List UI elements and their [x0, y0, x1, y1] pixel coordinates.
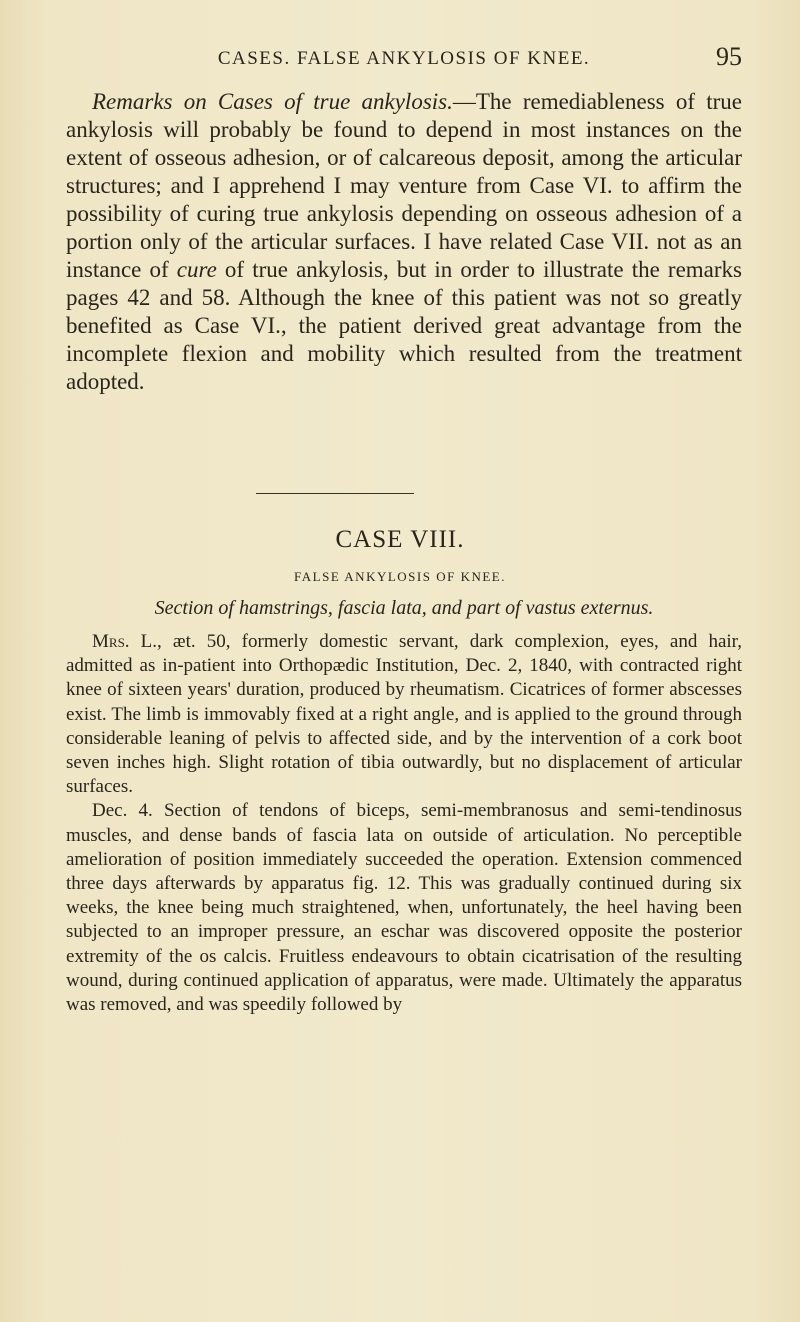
running-head: CASES. FALSE ANKYLOSIS OF KNEE. — [217, 48, 591, 69]
case-paragraph-2: Dec. 4. Section of tendons of biceps, semi-membranosus and semi-tendinosus muscles, and dense bands of fascia lata on outside of articulation. No perceptible amelioration of position immediately succeeded the operation. Extension commenced three days afterwards by apparatus fig. 12. This was gradually continued during six weeks, the knee being much straightened, when, unfortunately, the heel having been subjected to an improper pressure, an eschar was discovered opposite the posterior extremity of the os calcis. Fruitless endeavours to obtain cicatrisation of the resulting wound, during continued application of apparatus, were made. Ultimately the apparatus was removed, and was speedily followed by — [66, 800, 742, 1016]
case-section-heading: Section of hamstrings, fascia lata, and part of vastus externus. — [154, 597, 654, 619]
case-title: CASE VIII. — [335, 526, 465, 553]
case-paragraph-1-text: , æt. 50, formerly domestic servant, dark complexion, eyes, and hair, admitted as in-patient into Orthopædic Institution, Dec. 2, 1840, with contracted right knee of sixteen years' duration, produced by rheumatism. Cicatrices of former abscesses exist. The limb is immovably fixed at a right angle, and is applied to the ground through considerable leaning of pelvis to affected side, and by the intervention of a cork boot seven inches high. Slight rotation of tibia outwardly, but no displacement of articular surfaces. — [66, 631, 742, 798]
case-paragraph-1 — [66, 630, 742, 799]
page-number: 95 — [716, 42, 742, 71]
remarks-emphasis: cure — [176, 257, 217, 282]
remarks-text: —The remediableness of true ankylosis will probably be found to depend in most instances on the extent of osseous adhesion, or of calcareous deposit, among the articular structures; and I apprehend I may venture from Case VI. to affirm the possibility of curing true ankylosis depending on osseous adhesion of a portion only of the articular surfaces. I have related Case VII. not as an instance of — [66, 89, 742, 282]
section-divider — [256, 493, 414, 494]
page-header — [66, 40, 742, 80]
remarks-paragraph — [66, 88, 742, 396]
remarks-title: Remarks on Cases of true ankylosis. — [92, 89, 453, 114]
patient-name: Mrs. L. — [92, 631, 158, 652]
case-body — [66, 630, 742, 1017]
case-subtitle: FALSE ANKYLOSIS OF KNEE. — [294, 569, 506, 584]
remarks-text-after: of true ankylosis, but in order to illustrate the remarks pages 42 and 58. Although the knee of this patient was not so greatly benefited as Case VI., the patient derived great advantage from the incomplete flexion and mobility which resulted from the treatment adopted. — [66, 257, 742, 394]
